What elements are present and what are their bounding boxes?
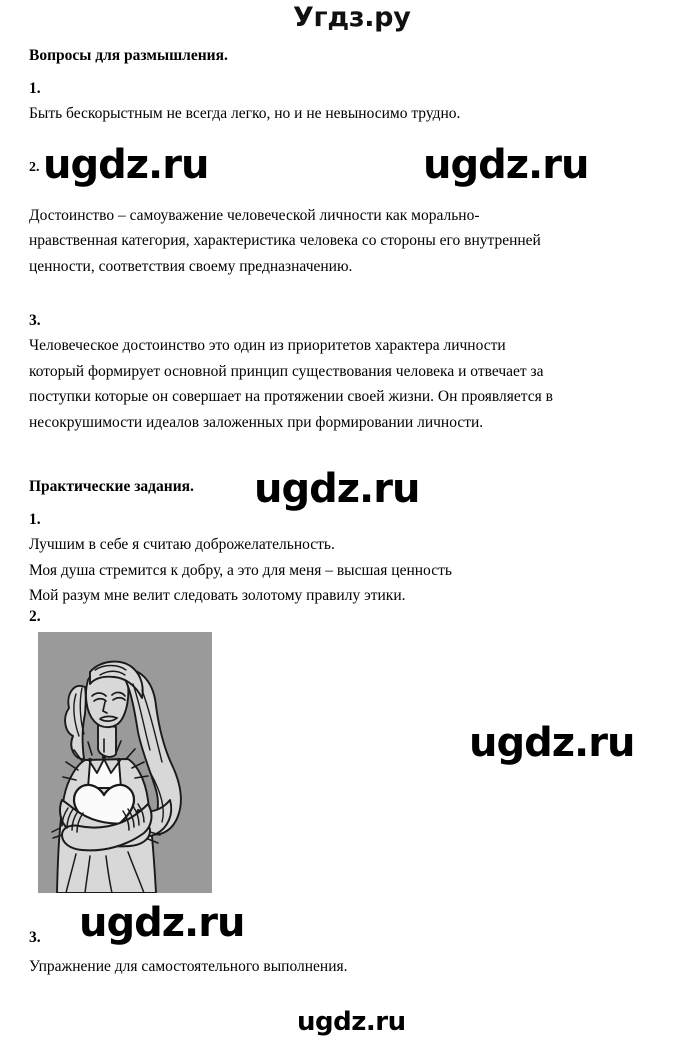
question-3-line-4: несокрушимости идеалов заложенных при формировании личности.	[29, 413, 484, 431]
question-2-line-2: нравственная категория, характеристика человека со стороны его внутренней	[29, 232, 541, 249]
question-number-3: 3.	[29, 312, 41, 329]
question-3-line-3: поступки которые он совершает на протяжении своей жизни. Он проявляется в	[29, 388, 553, 405]
practical-number-2: 2.	[29, 608, 41, 625]
document-body	[29, 44, 649, 609]
watermark-footer: ugdz.ru	[297, 1007, 406, 1037]
practical-heading: Практические задания.	[29, 478, 194, 495]
practical-3-line-1: Упражнение для самостоятельного выполнения.	[29, 958, 348, 975]
practical-number-3: 3.	[29, 929, 41, 946]
question-2-line-3: ценности, соответствия своему предназначению.	[29, 257, 353, 275]
watermark-2: ugdz.ru	[423, 142, 589, 188]
question-3-line-2: который формирует основной принцип существования человека и отвечает за	[29, 362, 544, 380]
practical-1-line-1: Лучшим в себе я считаю доброжелательность.	[29, 536, 335, 553]
practical-1-line-2: Моя душа стремится к добру, а это для меня – высшая ценность	[29, 561, 452, 579]
watermark-5: ugdz.ru	[79, 900, 245, 946]
practical-1-line-3: Мой разум мне велит следовать золотому правилу этики.	[29, 587, 406, 604]
site-logo: Угдз.ру	[293, 2, 411, 33]
watermark-3: ugdz.ru	[254, 466, 420, 512]
watermark-4: ugdz.ru	[469, 720, 635, 766]
question-number-2-visible: 2.	[29, 160, 40, 175]
illustration-woman-with-heart	[38, 632, 212, 893]
questions-heading: Вопросы для размышления.	[29, 47, 228, 64]
question-2-line-1: Достоинство – самоуважение человеческой личности как морально-	[29, 206, 480, 224]
watermark-1: ugdz.ru	[43, 142, 209, 188]
practical-number-1: 1.	[29, 511, 41, 528]
question-number-1: 1.	[29, 80, 41, 97]
question-3-line-1: Человеческое достоинство это один из приоритетов характера личности	[29, 337, 506, 354]
question-1-line-1: Быть бескорыстным не всегда легко, но и не невыносимо трудно.	[29, 105, 461, 122]
